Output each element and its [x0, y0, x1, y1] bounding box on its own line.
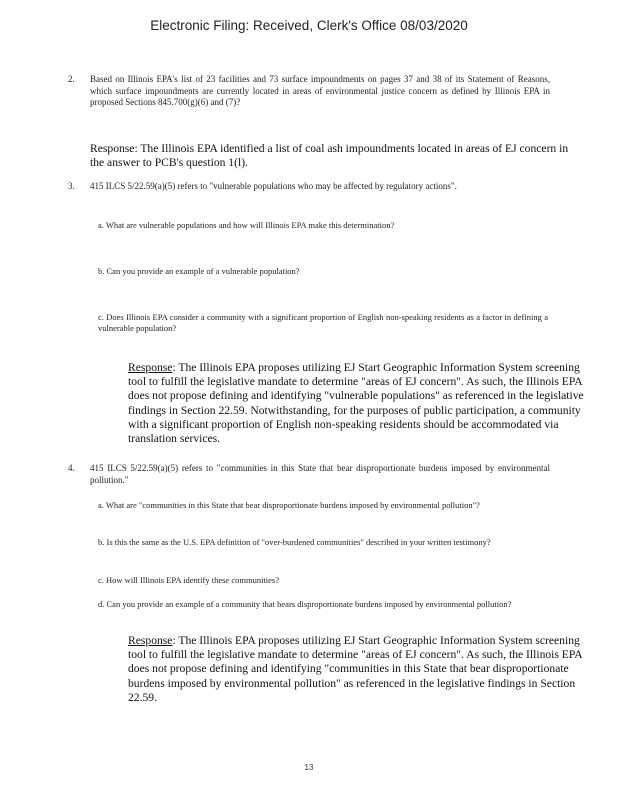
question-text: 415 ILCS 5/22.59(a)(5) refers to "vulnerable populations who may be affected by regulatory actions". — [90, 181, 457, 191]
question-3-sub-c: c. Does Illinois EPA consider a community with a significant proportion of English non-speaking residents as a factor in defining a vulnerable population? — [98, 312, 548, 333]
question-2-response: Response: The Illinois EPA identified a list of coal ash impoundments located in areas of EJ concern in the answer to PCB's question 1(l). — [90, 142, 569, 170]
question-number: 2. — [68, 74, 75, 84]
response-text: : The Illinois EPA proposes utilizing EJ Start Geographic Information System screening tool to fulfill the legislative mandate to determine "areas of EJ concern". As such, the Illinois EPA does not propose defining and identifying "communities in this State that bear disproportionate burdens imposed by environmental pollution" as referenced in the legislative findings in Section 22.59. — [128, 634, 583, 704]
question-4-sub-a: a. What are "communities in this State that bear disproportionate burdens imposed by environmental pollution"? — [98, 500, 480, 510]
question-number: 3. — [68, 181, 75, 191]
response-label: Response — [128, 361, 173, 374]
question-3-sub-b: b. Can you provide an example of a vulnerable population? — [98, 266, 300, 276]
question-4-response — [128, 634, 590, 705]
page-number: 13 — [304, 763, 314, 772]
response-label: Response — [128, 634, 173, 647]
question-text: 415 ILCS 5/22.59(a)(5) refers to "communities in this State that bear disproportionate burdens imposed by environmental pollution." — [90, 463, 550, 485]
question-2 — [68, 74, 550, 109]
question-3-response — [128, 361, 590, 446]
question-4-sub-c: c. How will Illinois EPA identify these communities? — [98, 575, 280, 585]
question-number: 4. — [68, 463, 75, 473]
question-text: Based on Illinois EPA's list of 23 facilities and 73 surface impoundments on pages 37 and 38 of its Statement of Reasons, which surface impoundments are currently located in areas of environmental justice concern as defined by Illinois EPA in proposed Sections 845.700(g)(6) and (7)? — [90, 74, 550, 107]
filing-header: Electronic Filing: Received, Clerk's Office 08/03/2020 — [150, 18, 468, 33]
question-3 — [68, 181, 550, 193]
question-4-sub-d: d. Can you provide an example of a community that bears disproportionate burdens imposed by environmental pollution? — [98, 599, 512, 609]
question-4-sub-b: b. Is this the same as the U.S. EPA definition of "over-burdened communities" described in your written testimony? — [98, 537, 491, 547]
question-4 — [68, 463, 550, 486]
response-text: : The Illinois EPA proposes utilizing EJ Start Geographic Information System screening tool to fulfill the legislative mandate to determine "areas of EJ concern". As such, the Illinois EPA does not propose defining and identifying "vulnerable populations" as referenced in the legislative findings in Section 22.59. Notwithstanding, for the purposes of public participation, a community with a significant proportion of English non-speaking residents should be accommodated via translation services. — [128, 361, 584, 446]
question-3-sub-a: a. What are vulnerable populations and how will Illinois EPA make this determination? — [98, 220, 395, 230]
